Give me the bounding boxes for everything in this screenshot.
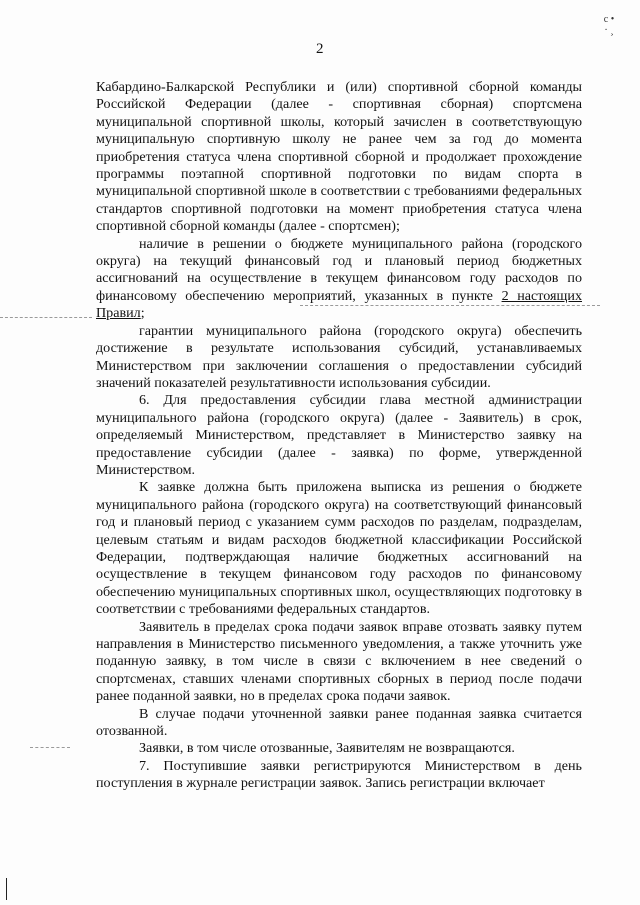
paragraph-3-text: гарантии муниципального района (городского округа) обеспечить достижение в результате использования субсидий, устанавливаемых Министерством при заключении соглашения о предоставлении субсидий значений показателей результативности использования субсидии. [96, 322, 582, 391]
scan-artifact-dash-mid [30, 747, 70, 748]
scan-artifact-dash-left [0, 317, 92, 318]
paragraph-4-text: 6. Для предоставления субсидии глава местной администрации муниципального района (городского округа) (далее - Заявитель) в срок, определяемый Министерством, представляет в Министерство заявку на предоставление субсидии (далее - заявка) по форме, утвержденной Министерством. [96, 392, 582, 478]
paragraph-2-text: наличие в решении о бюджете муниципального района (городского округа) на текущий финансовый год и плановый период бюджетных ассигнований на осуществление в текущем финансовом году расходов по финансовому обеспечению мероприятий, указанных в пункте [96, 235, 582, 304]
paragraph-5-text: К заявке должна быть приложена выписка из решения о бюджете муниципального района (городского округа) на соответствующий финансовый год и плановый период с указанием сумм расходов по разделам, подразделам, целевым статьям и видам расходов бюджетной классификации Российской Федерации, подтверждающая наличие бюджетных ассигнований на осуществление в текущем финансовом году расходов по финансовому обеспечению муниципальных спортивных школ, осуществляющих подготовку в соответствии с требованиями федеральных стандартов. [96, 479, 582, 618]
corner-scan-mark [603, 14, 615, 36]
paragraph-8 [96, 740, 582, 757]
paragraph-7-text: В случае подачи уточненной заявки ранее поданная заявка считается отозванной. [96, 705, 582, 740]
paragraph-9-text: 7. Поступившие заявки регистрируются Министерством в день поступления в журнале регистрации заявок. Запись регистрации включает [96, 757, 582, 792]
paragraph-2-rule-reference: 2 настоящих Правил [96, 287, 582, 322]
paragraph-4 [96, 392, 582, 479]
paragraph-8-text: Заявки, в том числе отозванные, Заявителям не возвращаются. [139, 740, 515, 757]
paragraph-6 [96, 619, 582, 706]
paragraph-2 [96, 236, 582, 323]
scan-edge-mark [6, 878, 7, 900]
paragraph-2-tail: ; [140, 305, 145, 322]
paragraph-3 [96, 323, 582, 393]
paragraph-6-text: Заявитель в пределах срока подачи заявок вправе отозвать заявку путем направления в Министерство письменного уведомления, а также уточнить уже поданную заявку, в том числе в связи с включением в нее сведений о спортсменах, ставших членами спортивных сборных в период после подачи ранее поданной заявки, но в пределах срока подачи заявок. [96, 618, 582, 705]
paragraph-9 [96, 758, 582, 793]
paragraph-5 [96, 479, 582, 618]
page-number: 2 [316, 41, 324, 57]
paragraph-7 [96, 706, 582, 741]
corner-mark-text: с • · ¸ [603, 14, 615, 36]
paragraph-1-text: Кабардино-Балкарской Республики и (или) спортивной сборной команды Российской Федерации (далее - спортивная сборная) спортсмена муниципальной спортивной школы, который зачислен в соответствующую муниципальную спортивную школу не ранее чем за год до момента приобретения статуса члена спортивной сборной и продолжает прохождение программы поэтапной спортивной подготовки по видам спорта в муниципальной спортивной школе в соответствии с требованиями федеральных стандартов спортивной подготовки на момент приобретения статуса члена спортивной сборной команды (далее - спортсмен); [96, 79, 582, 235]
paragraph-1 [96, 79, 582, 236]
document-body [96, 79, 582, 793]
